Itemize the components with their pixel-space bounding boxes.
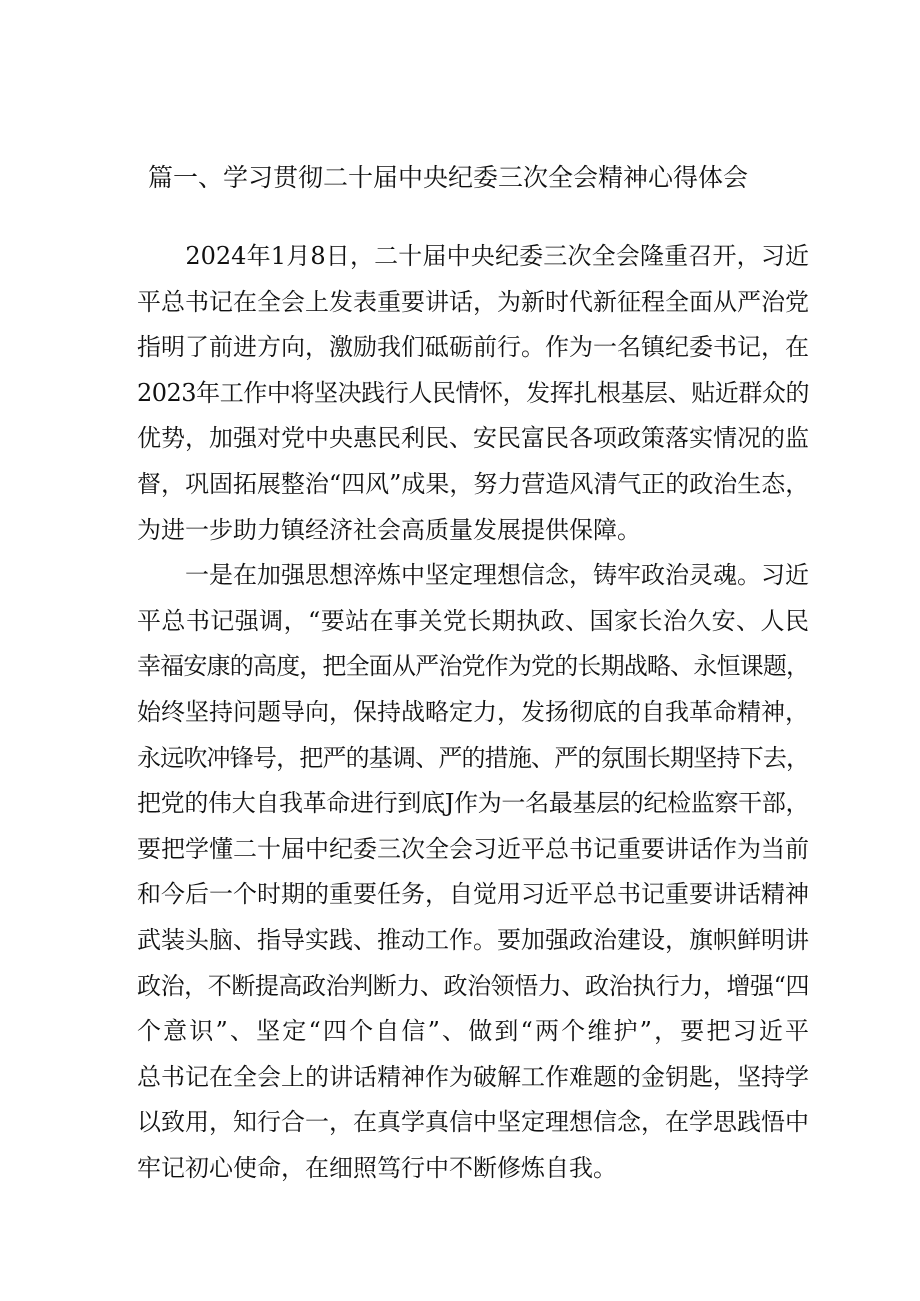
text-line: 指明了前进方向，激励我们砥砺前行。作为一名镇纪委书记，在: [137, 333, 809, 362]
text-line: 政治，不断提高政治判断力、政治领悟力、政治执行力，增强“四: [137, 971, 809, 1000]
text-line: 要把学懂二十届中纪委三次全会习近平总书记重要讲话作为当前: [137, 834, 809, 863]
text-line: 平总书记在全会上发表重要讲话，为新时代新征程全面从严治党: [137, 287, 809, 316]
document-body: [137, 234, 809, 1191]
text-line: 幸福安康的高度，把全面从严治党作为党的长期战略、永恒课题，: [137, 652, 809, 681]
text-line: 一是在加强思想淬炼中坚定理想信念，铸牢政治灵魂。习近: [137, 561, 809, 590]
text-line: 平总书记强调，“要站在事关党长期执政、国家长治久安、人民: [137, 606, 809, 635]
text-line: 总书记在全会上的讲话精神作为破解工作难题的金钥匙，坚持学: [137, 1062, 809, 1091]
text-line: 永远吹冲锋号，把严的基调、严的措施、严的氛围长期坚持下去，: [137, 743, 809, 772]
text-line: 把党的伟大自我革命进行到底J作为一名最基层的纪检监察干部，: [137, 789, 809, 818]
document-title: 篇一、学习贯彻二十届中央纪委三次全会精神心得体会: [148, 163, 749, 192]
text-line: 督，巩固拓展整治“四风”成果，努力营造风清气正的政治生态，: [137, 469, 809, 498]
paragraph-1: [137, 234, 809, 553]
text-line: 和今后一个时期的重要任务，自觉用习近平总书记重要讲话精神: [137, 880, 809, 909]
paragraph-2: [137, 553, 809, 1191]
text-line: 以致用，知行合一，在真学真信中坚定理想信念，在学思践悟中: [137, 1108, 809, 1137]
text-line: 优势，加强对党中央惠民利民、安民富民各项政策落实情况的监: [137, 424, 809, 453]
text-line: 2024年1月8日，二十届中央纪委三次全会隆重召开，习近: [137, 242, 809, 270]
text-line: 为进一步助力镇经济社会高质量发展提供保障。: [137, 515, 641, 544]
text-line: 武装头脑、指导实践、推动工作。要加强政治建设，旗帜鲜明讲: [137, 925, 809, 954]
text-line: 个意识”、坚定“四个自信”、做到“两个维护”，要把习近平: [137, 1017, 809, 1046]
text-line: 始终坚持问题导向，保持战略定力，发扬彻底的自我革命精神，: [137, 697, 809, 726]
text-line: 2023年工作中将坚决践行人民情怀，发挥扎根基层、贴近群众的: [137, 378, 809, 407]
text-line: 牢记初心使命，在细照笃行中不断修炼自我。: [137, 1153, 617, 1182]
